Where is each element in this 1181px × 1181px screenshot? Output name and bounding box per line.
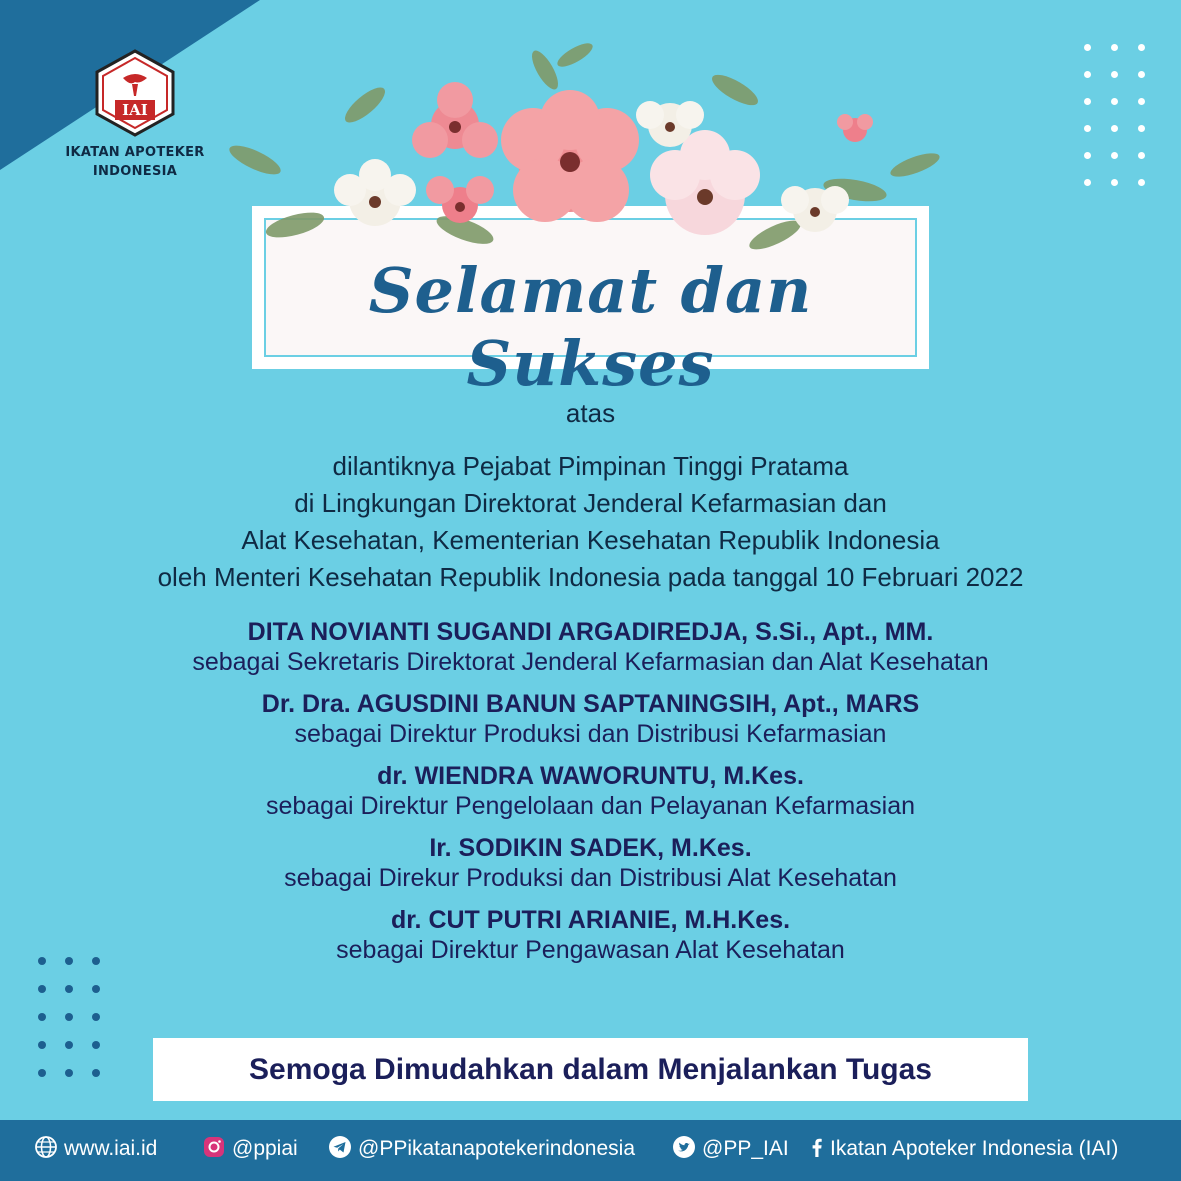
facebook-label: Ikatan Apoteker Indonesia (IAI) <box>830 1137 1119 1160</box>
svg-text:IAI: IAI <box>122 101 148 119</box>
iai-emblem-icon <box>90 48 180 138</box>
footer-website[interactable] <box>34 1120 157 1181</box>
twitter-icon <box>672 1135 696 1159</box>
appointee-role: sebagai Sekretaris Direktorat Jenderal Kefarmasian dan Alat Kesehatan <box>192 648 989 676</box>
appointee-role: sebagai Direktur Pengelolaan dan Pelayanan Kefarmasian <box>265 792 916 820</box>
footer-bar <box>0 1120 1181 1181</box>
intro-line: oleh Menteri Kesehatan Republik Indonesia pada tanggal 10 Februari 2022 <box>157 562 1024 592</box>
appointee <box>0 617 1181 678</box>
appointee <box>0 905 1181 966</box>
footer-facebook[interactable] <box>808 1120 1118 1181</box>
appointee-role: sebagai Direktur Produksi dan Distribusi Kefarmasian <box>294 720 887 748</box>
intro-line: dilantiknya Pejabat Pimpinan Tinggi Pratama <box>332 451 849 481</box>
intro-line: Alat Kesehatan, Kementerian Kesehatan Republik Indonesia <box>241 525 940 555</box>
telegram-icon <box>328 1135 352 1159</box>
appointee <box>0 761 1181 822</box>
appointee-role: sebagai Direkur Produksi dan Distribusi Alat Kesehatan <box>284 864 897 892</box>
dots-decoration-top-right <box>1084 44 1150 186</box>
appointee <box>0 689 1181 750</box>
iai-logo <box>60 48 210 181</box>
appointee-name: Ir. SODIKIN SADEK, M.Kes. <box>429 834 752 862</box>
logo-name-line2: INDONESIA <box>92 164 178 179</box>
appointee-name: dr. CUT PUTRI ARIANIE, M.H.Kes. <box>390 906 791 934</box>
website-label: www.iai.id <box>64 1137 158 1160</box>
intro-paragraph <box>0 448 1181 596</box>
instagram-icon <box>202 1135 226 1159</box>
pink-flower-center <box>501 90 639 222</box>
flower-bouquet-decoration <box>215 30 965 260</box>
intro-line: di Lingkungan Direktorat Jenderal Kefarmasian dan <box>294 488 887 518</box>
appointee-name: Dr. Dra. AGUSDINI BANUN SAPTANINGSIH, Apt., MARS <box>261 690 920 718</box>
wish-banner: Semoga Dimudahkan dalam Menjalankan Tugas <box>153 1038 1028 1101</box>
facebook-icon <box>808 1135 824 1159</box>
greeting-title: Selamat dan Sukses <box>368 254 813 400</box>
footer-telegram[interactable] <box>328 1120 635 1181</box>
telegram-label: @PPikatanapotekerindonesia <box>358 1137 635 1160</box>
atas-text: atas <box>565 398 616 428</box>
appointee <box>0 833 1181 894</box>
logo-name-line1: IKATAN APOTEKER <box>65 145 205 160</box>
twitter-label: @PP_IAI <box>702 1137 789 1160</box>
footer-twitter[interactable] <box>672 1120 789 1181</box>
appointees-list <box>0 617 1181 977</box>
footer-instagram[interactable] <box>202 1120 298 1181</box>
globe-icon <box>34 1135 58 1159</box>
appointee-role: sebagai Direktur Pengawasan Alat Kesehatan <box>336 936 845 964</box>
appointee-name: dr. WIENDRA WAWORUNTU, M.Kes. <box>377 762 804 790</box>
instagram-label: @ppiai <box>232 1137 298 1160</box>
appointee-name: DITA NOVIANTI SUGANDI ARGADIREDJA, S.Si., Apt., MM. <box>247 618 934 646</box>
